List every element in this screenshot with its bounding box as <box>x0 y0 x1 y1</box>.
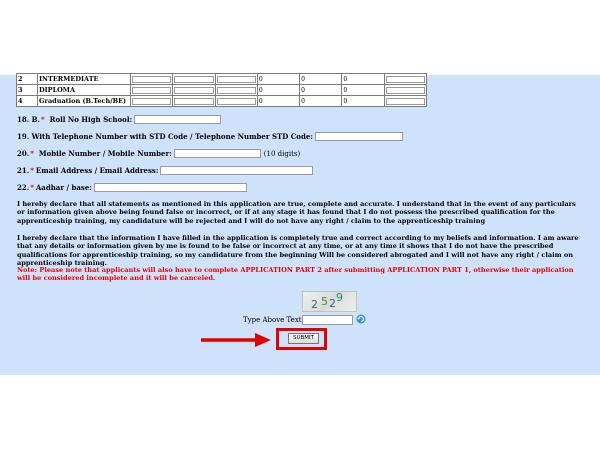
table-cell[interactable] <box>215 74 257 85</box>
submit-button[interactable]: SUBMIT <box>288 333 319 344</box>
captcha-label-text: Type Above Text <box>243 316 302 324</box>
field-number: 18. B. <box>17 115 40 124</box>
qualification-table <box>16 73 427 107</box>
telephone-label: 19. With Telephone Number with STD Code / Telephone Number STD Code: <box>17 132 313 141</box>
email-input[interactable] <box>160 166 313 175</box>
qualification-name: DIPLOMA <box>38 85 131 96</box>
value-cell[interactable]: 0 <box>300 96 342 107</box>
table-cell[interactable] <box>131 96 173 107</box>
value-cell[interactable]: 0 <box>257 96 299 107</box>
roll-no-label: Roll No High School: <box>49 115 133 124</box>
captcha-digit: 2 <box>329 297 336 310</box>
table-cell[interactable] <box>215 85 257 96</box>
captcha-image <box>302 291 357 312</box>
table-cell[interactable] <box>173 96 215 107</box>
table-row <box>17 85 427 96</box>
field-number: 22. <box>17 183 30 192</box>
required-mark: * <box>30 166 34 175</box>
captcha-input[interactable] <box>302 315 353 325</box>
mobile-hint: (10 digits) <box>263 149 301 158</box>
table-cell[interactable] <box>173 85 215 96</box>
value-cell[interactable]: 0 <box>257 85 299 96</box>
required-mark: * <box>40 115 45 124</box>
mobile-row <box>17 149 300 158</box>
arrow-right-icon <box>201 333 271 347</box>
mobile-label: Mobile Number / Mobile Number: <box>38 149 172 158</box>
row-number: 4 <box>17 96 38 107</box>
table-cell[interactable] <box>131 74 173 85</box>
aadhar-input[interactable] <box>94 183 247 192</box>
aadhar-label: Aadhar / base: <box>35 183 92 192</box>
table-cell[interactable] <box>215 96 257 107</box>
qualification-name: Graduation (B.Tech/BE) <box>38 96 131 107</box>
mobile-input[interactable] <box>174 149 261 158</box>
row-number: 3 <box>17 85 38 96</box>
required-mark: * <box>30 183 34 192</box>
table-row <box>17 74 427 85</box>
roll-no-row <box>17 115 221 124</box>
row-number: 2 <box>17 74 38 85</box>
captcha-digit: 9 <box>336 291 343 304</box>
table-cell[interactable] <box>384 74 426 85</box>
table-cell[interactable] <box>131 85 173 96</box>
email-row <box>17 166 313 175</box>
value-cell[interactable]: 0 <box>257 74 299 85</box>
qualification-name: INTERMEDIATE <box>38 74 131 85</box>
field-number: 20. <box>17 149 30 158</box>
declaration-translated: I hereby declare that the information I have filled in the application is completely true and correct according to my beliefs and information. I am aware that any details or information given by me is found to be false or incorrect at any time, or at any time it shows that I do not have the prescribed qualifications for apprenticeship training, so my candidature from the beginning Will be considered abrogated and I will not have any right / claim on apprenticeship training. <box>17 234 579 267</box>
captcha-digit: 5 <box>321 295 328 308</box>
field-number: 21. <box>17 166 30 175</box>
captcha-digit: 2 <box>311 298 318 311</box>
refresh-icon[interactable] <box>356 314 366 324</box>
value-cell[interactable]: 0 <box>342 74 384 85</box>
table-cell[interactable] <box>173 74 215 85</box>
declaration-english: I hereby declare that all statements as mentioned in this application are true, complete and accurate. I understand that in the event of any particulars or information given above being found false or incorrect, or if at any stage it has found that I do not possess the prescribed qualification for the apprenticeship training, my candidature will be rejected and I will do not have any right / claim to the apprenticeship training <box>17 200 576 225</box>
aadhar-row <box>17 183 247 192</box>
required-mark: * <box>30 149 34 158</box>
value-cell[interactable]: 0 <box>342 96 384 107</box>
part2-note: Note: Please note that applicants will also have to complete APPLICATION PART 2 after submitting APPLICATION PART 1, otherwise their application will be considered incomplete and it will be canceled. <box>17 266 574 283</box>
table-cell[interactable] <box>384 85 426 96</box>
captcha-label <box>243 316 310 324</box>
table-row <box>17 96 427 107</box>
telephone-input[interactable] <box>315 132 403 141</box>
email-label: Email Address / Email Address: <box>35 166 159 175</box>
value-cell[interactable]: 0 <box>300 74 342 85</box>
table-cell[interactable] <box>384 96 426 107</box>
value-cell[interactable]: 0 <box>342 85 384 96</box>
telephone-row <box>17 132 403 141</box>
roll-no-input[interactable] <box>134 115 221 124</box>
value-cell[interactable]: 0 <box>300 85 342 96</box>
